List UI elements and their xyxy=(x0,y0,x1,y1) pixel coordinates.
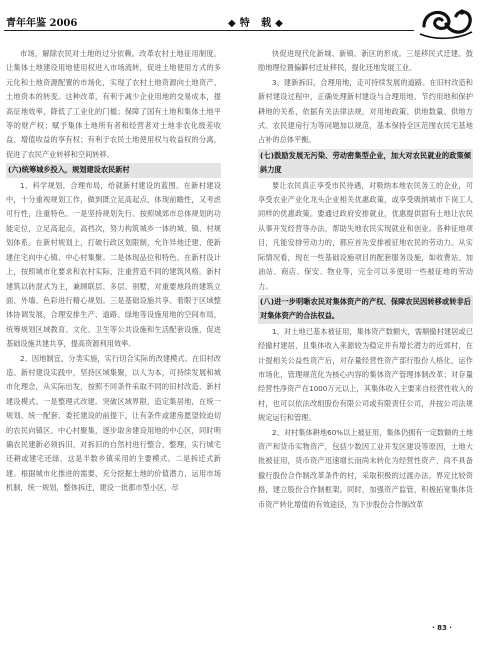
swirl-logo-icon xyxy=(416,2,476,42)
paragraph: 1、科学规划，合理布局，给就新村建设的蓝图。在新村建设中，十分重视规划工作，做到既立足高起点，体现前瞻性，又考虑可行性，注重特色。一是坚持规划先行。按照城郊市总体规划的功能定位，立足高起点，高档次，努力构筑城乡一体的城、镇、村规划体系。在新村规划上，打破行政区划限制，允许异地迁建，使新建住宅向中心镇、中心村集聚。二是体现品位和特色。在新村设计上，按照城市化要求和农村实际，注重营造不同的建筑风格。新村建筑以砖混式为主，兼顾联层、多层、别墅，对重要地段的建筑立面、外墙、色彩进行精心规划。三是基础设施共享。着眼于区域整体协调发展，合理安排生产、道路、绿地等设施用地的空间布局，统筹规划区域教育、文化、卫生等公共设施和生活配套设施，促进基础设施共建共享，提高资源利用效率。 xyxy=(6,180,221,349)
paragraph: 2、对村集体耕地60%以上被征用，集体仍拥有一定数额的土地资产和货币实物资产，包括少数因工业开发区建设等原因，土地大批被征用，货币资产迅速增长而尚未转化为经营性资产，尚不具备撤行股份合作制改革条件的村，采取积极的过渡办法，界定比较资格，建立股份合作制框架。同时，加强资产监管，积极拓宽集体货币资产转化增值的有效途径，为下步股份合作制改革 xyxy=(258,427,473,509)
paragraph: 快促进现代化新城、新镇、新区的形成。三是移民式迁建。鼓励地理位置偏僻村迁址移民，提化还地发展工业。 xyxy=(258,49,473,73)
section-heading: (六)统筹城乡投入，规划建设农民新村 xyxy=(6,163,221,177)
paragraph: 要让农民真正享受市民待遇，对吸纳本地农民务工的企业，可享受农业产业化龙头企业相关优惠政策，或享受吸纳城市下岗工人同样的优惠政策。要通过政府安排就业，优惠提供固有土地让农民从事开发经营等办法，帮助失地农民实现就业和创业。各种征地项目，凡能安排劳动力的，都应首先安排被征地农民的劳动力。从实际情况看，现在一些基础设施项目的配套服务设施，如收费站、加油站、商店、保安、物业等，完全可以多使用一些被征地的劳动力。 xyxy=(258,180,473,291)
paragraph: 市场，解除农民对土地的过分依赖。改革农村土地征用制度，让集体土地建设用地使用权进入市场流转，促进土地使用方式的多元化和土地资源配置的市场化，实现了农村土地资源向土地资产、土地资本的转变。这种改革，有利于减少企业用地的交易成本，提高征地效率，降低了工业化的门槛；保障了国有土地和集体土地平等的财产权；赋予集体土地所有者和经营者对土地非农化级差收益、增值收益的享有权；有利于农民土地使用权与收益权的分离，促进了农民产业转移和空间转移。 xyxy=(6,49,221,159)
paragraph: 2、因地制宜，分类实施，实行切合实际的改建模式。在旧村改造、新村建设实践中，坚持区域集聚，以人为本，可持续发展和城市化理念，从实际出发，按照不同条件采取不同的旧村改造、新村建设模式。一是整理式改建。突破区域界限，造定集居地，在统一规划、统一配套、委托建设的前提下，让有条件或建房愿望较迫切的农民向镇区、中心村聚集，逐步取舍建设用地的中心区，同时明确农民建新必须拆旧，对拆旧的自然村进行整合、整理，实行城宅还耕或建宅还绿，这是半数乡镇采用的主要模式。二是拆迁式新建。根据城市化推进的需要，充分挖掘土地的价值潜力，运用市场机制，统一规划，整体拆迁，建设一批都市型小区，尽 xyxy=(6,353,221,493)
right-column xyxy=(258,47,473,615)
journal-title: 青年年鉴 2006 xyxy=(6,18,78,29)
section-heading: (八)进一步明晰农民对集体资产的产权、保障农民因转移或转非后对集体资产的合法权益。 xyxy=(258,295,473,324)
left-column xyxy=(6,47,221,615)
section-heading: (七)鼓励发展无污染、劳动密集型企业，加大对农民就业的政策倾斜力度 xyxy=(258,149,473,178)
page-number: · 83 · xyxy=(432,624,452,632)
page-header xyxy=(0,0,480,44)
section-title: ◆特 载◆ xyxy=(228,18,287,29)
paragraph: 1、对土地已基本被征用，集体资产数额大，需顺撤村建居或已经撤村建居，且集体收入来源较为稳定并有增长潜力的近郊村，在计提相关公益性资产后，对存量经营性资产部行股份人格化，运作市场化，管理规范化为核心内容的集体资产管理体制改革；对存量经营性净资产在1000万元以上，其集体收入主要来自经营性收入的村，也可以依法改组股份有限公司或有限责任公司，并按公司法规规定运行和管理。 xyxy=(258,326,473,423)
header-rule xyxy=(4,30,414,31)
paragraph: 3、建新拆旧，合理用地，走可持续发展的道路。在旧村改造和新村建设过程中，正确处理新村建设与合理用地、节约用地和保护耕地的关系，依据有关法律法规，对用地政策、供地数量、供地方式、农民建房行为等问题加以规范，基本保持全区范围农民宅基地占补的总体平衡。 xyxy=(258,77,473,145)
